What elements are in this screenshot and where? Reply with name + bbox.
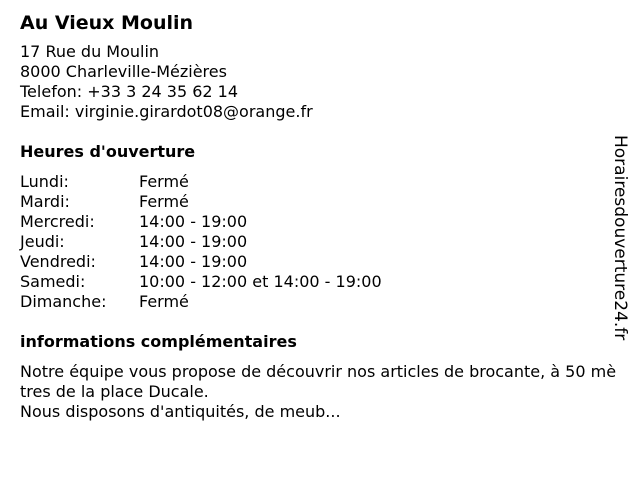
hours-row-mardi bbox=[20, 192, 620, 212]
hours-row-vendredi bbox=[20, 252, 620, 272]
day-label: Vendredi: bbox=[20, 252, 96, 271]
site-watermark: Horairesdouverture24.fr bbox=[610, 135, 630, 341]
hours-row-mercredi bbox=[20, 212, 620, 232]
day-label: Mardi: bbox=[20, 192, 70, 211]
street-address: 17 Rue du Moulin bbox=[20, 42, 160, 61]
day-label: Jeudi: bbox=[20, 232, 65, 251]
day-hours: Fermé bbox=[139, 172, 189, 191]
day-hours: Fermé bbox=[139, 192, 189, 211]
day-label: Dimanche: bbox=[20, 292, 107, 311]
info-heading: informations complémentaires bbox=[20, 332, 297, 351]
day-label: Mercredi: bbox=[20, 212, 95, 231]
day-label: Samedi: bbox=[20, 272, 86, 291]
hours-row-jeudi bbox=[20, 232, 620, 252]
hours-row-lundi bbox=[20, 172, 620, 192]
hours-table bbox=[20, 172, 620, 312]
day-hours: 14:00 - 19:00 bbox=[139, 252, 248, 271]
hours-row-samedi bbox=[20, 272, 620, 292]
business-name: Au Vieux Moulin bbox=[20, 12, 194, 34]
info-paragraph-continued: Nous disposons d'antiquités, de meub... bbox=[20, 402, 341, 421]
business-card bbox=[20, 10, 620, 422]
day-hours: 14:00 - 19:00 bbox=[139, 232, 248, 251]
day-hours: 10:00 - 12:00 et 14:00 - 19:00 bbox=[139, 272, 382, 291]
phone-line: Telefon: +33 3 24 35 62 14 bbox=[20, 82, 239, 101]
info-paragraph: Notre équipe vous propose de découvrir nos articles de brocante, à 50 mètres de la place Ducale. bbox=[20, 362, 617, 401]
hours-heading: Heures d'ouverture bbox=[20, 142, 196, 161]
day-hours: 14:00 - 19:00 bbox=[139, 212, 248, 231]
day-label: Lundi: bbox=[20, 172, 69, 191]
city-address: 8000 Charleville-Mézières bbox=[20, 62, 227, 81]
email-line: Email: virginie.girardot08@orange.fr bbox=[20, 102, 313, 121]
hours-row-dimanche bbox=[20, 292, 620, 312]
day-hours: Fermé bbox=[139, 292, 189, 311]
